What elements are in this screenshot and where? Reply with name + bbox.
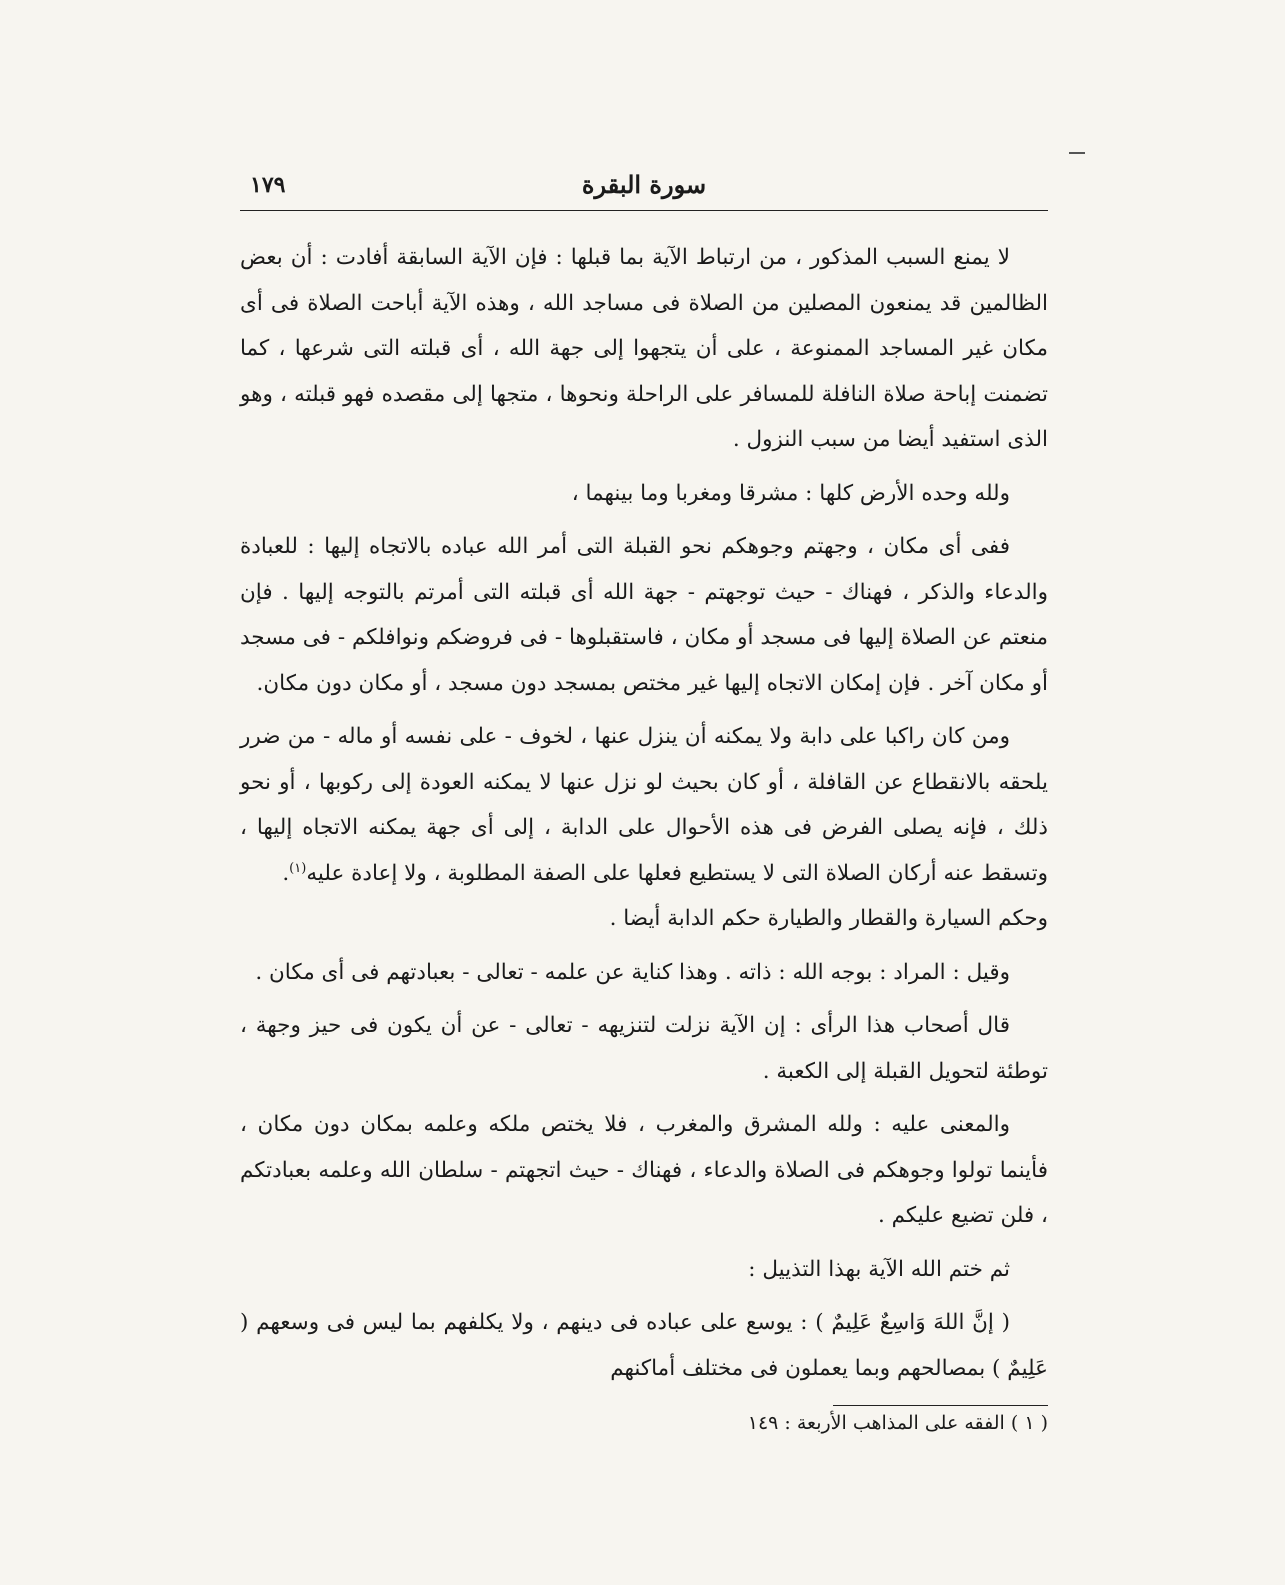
page-number: ١٧٩: [250, 172, 286, 198]
paragraph-5: وقيل : المراد : بوجه الله : ذاته . وهذا كناية عن علمه - تعالى - بعبادتهم فى أى مكان .: [255, 959, 1010, 985]
vehicles-line: وحكم السيارة والقطار والطيارة حكم الدابة أيضا .: [609, 906, 1048, 931]
paragraph-6: قال أصحاب هذا الرأى : إن الآية نزلت لتنزيهه - تعالى - عن أن يكون فى حيز وجهة ، توطئة لتحويل القبلة إلى الكعبة .: [240, 1013, 1048, 1084]
paragraph-1: لا يمنع السبب المذكور ، من ارتباط الآية بما قبلها : فإن الآية السابقة أفادت : أن بعض الظالمين قد يمنعون المصلين من الصلاة فى مساجد الله ، وهذه الآية أباحت الصلاة فى أى مكان غير المساجد الممنوعة ، على أن يتجهوا إلى جهة الله ، أى قبلته التى شرعها ، كما تضمنت إباحة صلاة النافلة للمسافر على الراحلة ونحوها ، متجها إلى مقصده فهو قبلته ، وهو الذى استفيد أيضا من سبب النزول .: [240, 245, 1048, 452]
paragraph-2: ولله وحده الأرض كلها : مشرقا ومغربا وما بينهما ،: [571, 480, 1010, 506]
footnote-reference: (١): [289, 860, 307, 876]
paragraph-8: ثم ختم الله الآية بهذا التذييل :: [748, 1256, 1010, 1282]
paragraph-9: ( إنَّ اللهَ وَاسِعٌ عَلِيمٌ ) : يوسع على عباده فى دينهم ، ولا يكلفهم بما ليس فى وسعهم ( عَلِيمٌ ) بمصالحهم وبما يعملون فى مختلف أماكنهم: [240, 1310, 1048, 1381]
page-header: [240, 168, 1048, 211]
paragraph-4: [240, 714, 1048, 942]
book-page: [240, 168, 1048, 1548]
paragraph-4-text: ومن كان راكبا على دابة ولا يمكنه أن ينزل عنها ، لخوف - على نفسه أو ماله - من ضرر يلحقه بالانقطاع عن القافلة ، أو كان بحيث لو نزل عنها لا يمكنه العودة إلى ركوبها ، أو نحو ذلك ، فإنه يصلى الفرض فى هذه الأحوال على الدابة ، إلى أى جهة يمكنه الاتجاه إليها ، وتسقط عنه أركان الصلاة التى لا يستطيع فعلها على الصفة المطلوبة ، ولا إعادة عليه: [240, 724, 1048, 886]
paragraph-3: ففى أى مكان ، وجهتم وجوهكم نحو القبلة التى أمر الله عباده بالاتجاه إليها : للعبادة والدعاء والذكر ، فهناك - حيث توجهتم - جهة الله أى قبلته التى أمرتم بالتوجه إليها . فإن منعتم عن الصلاة إليها فى مسجد أو مكان ، فاستقبلوها - فى فروضكم ونوافلكم - فى مسجد أو مكان آخر . فإن إمكان الاتجاه إليها غير مختص بمسجد دون مسجد ، أو مكان دون مكان.: [240, 534, 1048, 696]
body-text: [240, 235, 1048, 1440]
surah-title: سورة البقرة: [581, 170, 707, 199]
scan-mark: [1069, 152, 1085, 154]
paragraph-7: والمعنى عليه : ولله المشرق والمغرب ، فلا يختص ملكه وعلمه بمكان دون مكان ، فأينما تولوا وجوهكم فى الصلاة والدعاء ، فهناك - حيث اتجهتم - سلطان الله وعلمه بعبادتكم ، فلن تضيع عليكم .: [240, 1112, 1048, 1228]
paragraph-4-end: .: [282, 860, 290, 886]
footnote: ( ١ ) الفقه على المذاهب الأربعة : ١٤٩: [747, 1412, 1048, 1434]
